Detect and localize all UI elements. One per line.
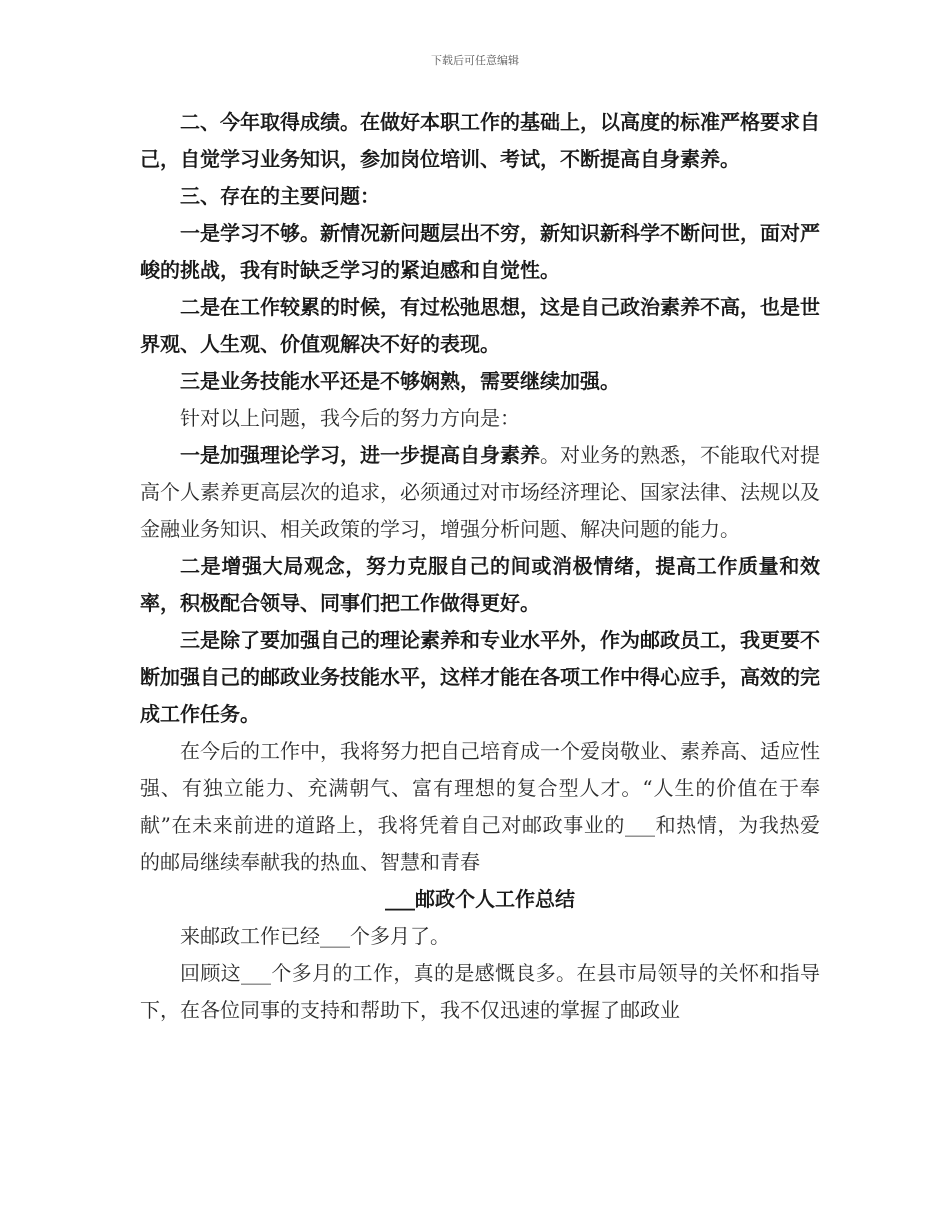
page-header-note: 下载后可任意编辑 xyxy=(431,54,519,67)
paragraph-direction-three: 三是除了要加强自己的理论素养和专业水平外，作为邮政员工，我更要不断加强自己的邮政业务技能水平，这样才能在各项工作中得心应手，高效的完成工作任务。 xyxy=(140,628,820,726)
paragraph-direction-heading: 针对以上问题，我今后的努力方向是： xyxy=(180,406,520,430)
paragraph-problem-two: 二是在工作较累的时候，有过松弛思想，这是自己政治素养不高，也是世界观、人生观、价值观解决不好的表现。 xyxy=(140,295,820,356)
paragraph-future-outlook: 在今后的工作中，我将努力把自己培育成一个爱岗敬业、素养高、适应性强、有独立能力、充满朝气、富有理想的复合型人才。“人生的价值在于奉献”在未来前进的道路上，我将凭着自己对邮政事业的___和热情，为我热爱的邮局继续奉献我的热血、智慧和青春 xyxy=(140,739,820,874)
paragraph-problems-heading: 三、存在的主要问题： xyxy=(180,184,380,208)
paragraph-intro: 来邮政工作已经___个多月了。 xyxy=(180,924,450,948)
paragraph-review: 回顾这___个多月的工作，真的是感慨良多。在县市局领导的关怀和指导下，在各位同事的支持和帮助下，我不仅迅速的掌握了邮政业 xyxy=(140,961,820,1022)
paragraph-direction-one xyxy=(140,437,820,548)
paragraph-direction-two: 二是增强大局观念，努力克服自己的间或消极情绪，提高工作质量和效率，积极配合领导、同事们把工作做得更好。 xyxy=(140,554,820,615)
direction-one-body: 。对业务的熟悉，不能取代对提高个人素养更高层次的追求，必须通过对市场经济理论、国家法律、法规以及金融业务知识、相关政策的学习，增强分析问题、解决问题的能力。 xyxy=(140,443,820,541)
paragraph-achievements: 二、今年取得成绩。在做好本职工作的基础上，以高度的标准严格要求自己，自觉学习业务知识，参加岗位培训、考试，不断提高自身素养。 xyxy=(140,110,820,171)
document-body xyxy=(140,104,820,1029)
paragraph-problem-three: 三是业务技能水平还是不够娴熟，需要继续加强。 xyxy=(180,369,620,393)
direction-one-lead: 一是加强理论学习，进一步提高自身素养 xyxy=(180,443,540,467)
section-title: ___邮政个人工作总结 xyxy=(385,887,575,911)
paragraph-problem-one: 一是学习不够。新情况新问题层出不穷，新知识新科学不断问世，面对严峻的挑战，我有时缺乏学习的紧迫感和自觉性。 xyxy=(140,221,820,282)
